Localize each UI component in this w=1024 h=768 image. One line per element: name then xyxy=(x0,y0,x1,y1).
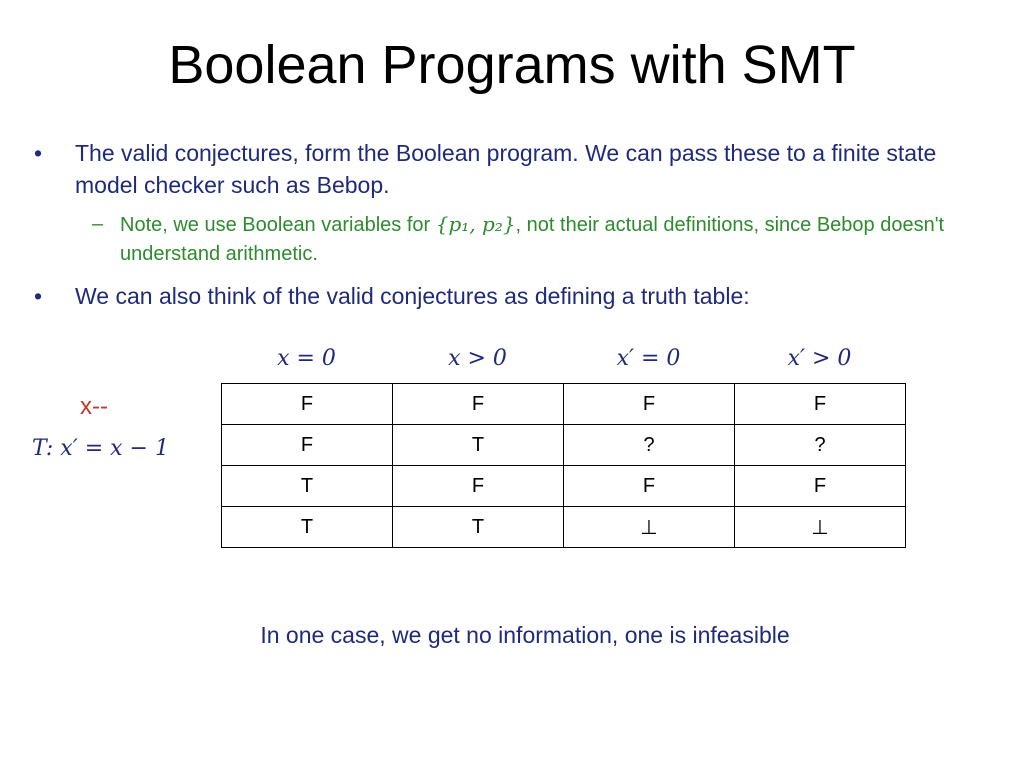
bullet-dot: • xyxy=(34,283,43,309)
table-header-cell: x′ > 0 xyxy=(787,346,852,371)
sub-bullet-text-before: Note, we use Boolean variables for xyxy=(120,214,436,236)
transition-name: x-- xyxy=(80,393,108,420)
table-row xyxy=(222,384,906,425)
table-cell: F xyxy=(222,425,393,466)
table-header-cell: x′ = 0 xyxy=(616,346,681,371)
table-cell: F xyxy=(735,466,906,507)
table-row xyxy=(222,466,906,507)
table-cell: ⊥ xyxy=(735,507,906,548)
truth-table-header xyxy=(221,346,905,380)
table-cell: F xyxy=(393,384,564,425)
table-cell: F xyxy=(735,384,906,425)
table-cell: T xyxy=(393,507,564,548)
footer-note: In one case, we get no information, one is infeasible xyxy=(260,622,790,648)
table-cell: F xyxy=(564,384,735,425)
table-cell: T xyxy=(222,466,393,507)
table-cell: ? xyxy=(735,425,906,466)
sub-bullet-dash: – xyxy=(92,213,104,235)
table-row xyxy=(222,425,906,466)
table-cell: T xyxy=(222,507,393,548)
table-cell: ? xyxy=(564,425,735,466)
table-cell: F xyxy=(222,384,393,425)
table-cell: F xyxy=(393,466,564,507)
table-header-cell: x > 0 xyxy=(448,346,507,371)
sub-bullet-text xyxy=(120,210,1000,269)
bullet-text: We can also think of the valid conjectures as defining a truth table: xyxy=(75,283,750,309)
table-cell: F xyxy=(564,466,735,507)
bullet-dot: • xyxy=(34,140,43,166)
slide-title: Boolean Programs with SMT xyxy=(168,35,856,95)
table-cell: T xyxy=(393,425,564,466)
truth-table xyxy=(221,383,906,548)
sub-bullet-math: {p₁, p₂} xyxy=(435,212,516,236)
transition-definition: T: x′ = x − 1 xyxy=(32,436,169,461)
table-row xyxy=(222,507,906,548)
bullet-text: The valid conjectures, form the Boolean program. We can pass these to a finite state model checker such as Bebop. xyxy=(75,140,937,198)
table-cell: ⊥ xyxy=(564,507,735,548)
table-header-cell: x = 0 xyxy=(277,346,336,371)
sub-bullet-text-after: , not their actual definitions, since Bebop doesn't understand arithmetic. xyxy=(120,214,945,265)
